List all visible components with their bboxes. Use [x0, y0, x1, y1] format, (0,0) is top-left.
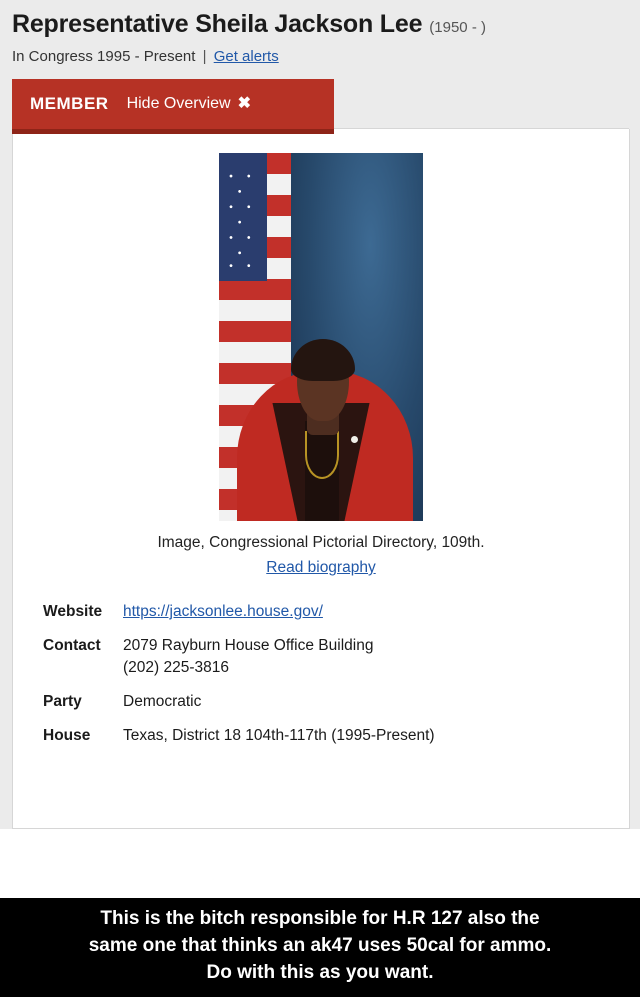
close-icon[interactable]: ✖: [237, 95, 251, 112]
member-details-list: [13, 603, 629, 745]
subtitle-separator: |: [202, 48, 207, 65]
portrait-container: [13, 153, 629, 521]
field-label-contact: Contact: [43, 637, 101, 654]
card-tabbar: [12, 79, 334, 129]
field-label-party: Party: [43, 693, 82, 710]
field-row-contact: [43, 637, 611, 677]
card-body: [12, 129, 630, 829]
read-biography-row: [13, 559, 629, 577]
field-value-house: Texas, District 18 104th-117th (1995-Present): [123, 727, 435, 744]
get-alerts-link[interactable]: Get alerts: [213, 48, 279, 65]
field-label-website: Website: [43, 603, 103, 620]
contact-address: 2079 Rayburn House Office Building: [123, 637, 374, 654]
meme-caption-line-1: This is the bitch responsible for H.R 127 also the: [100, 908, 540, 930]
field-value-contact: [123, 637, 611, 677]
field-value-website: [123, 603, 611, 621]
lapel-pin-icon: [351, 436, 358, 443]
field-value-party: Democratic: [123, 693, 202, 710]
page-title: [12, 10, 628, 39]
portrait-hair: [291, 339, 355, 381]
hide-overview-button[interactable]: [127, 79, 267, 129]
hide-overview-label: Hide Overview: [126, 95, 231, 112]
field-label-house: House: [43, 727, 91, 744]
tab-member[interactable]: MEMBER: [30, 94, 109, 113]
website-link[interactable]: https://jacksonlee.house.gov/: [123, 603, 323, 620]
page-header: [0, 0, 640, 79]
meme-caption-line-3: Do with this as you want.: [206, 962, 434, 984]
field-row-house: [43, 727, 611, 745]
meme-caption-banner: [0, 898, 640, 997]
image-caption: Image, Congressional Pictorial Directory, 109th.: [157, 534, 485, 551]
member-portrait-image: [219, 153, 423, 521]
field-row-website: [43, 603, 611, 621]
contact-phone: (202) 225-3816: [123, 659, 229, 676]
meme-caption-line-2: same one that thinks an ak47 uses 50cal for ammo.: [88, 935, 552, 957]
member-card: [0, 79, 640, 829]
read-biography-link[interactable]: Read biography: [266, 559, 376, 576]
member-name: Representative Sheila Jackson Lee: [12, 10, 423, 38]
portrait-figure: [219, 153, 423, 521]
field-row-party: [43, 693, 611, 711]
subtitle: [12, 48, 628, 65]
portrait-necklace: [305, 431, 339, 479]
card-tab-underline: [12, 129, 334, 134]
member-lifespan: (1950 - ): [429, 19, 486, 36]
congress-service-text: In Congress 1995 - Present: [12, 48, 196, 65]
